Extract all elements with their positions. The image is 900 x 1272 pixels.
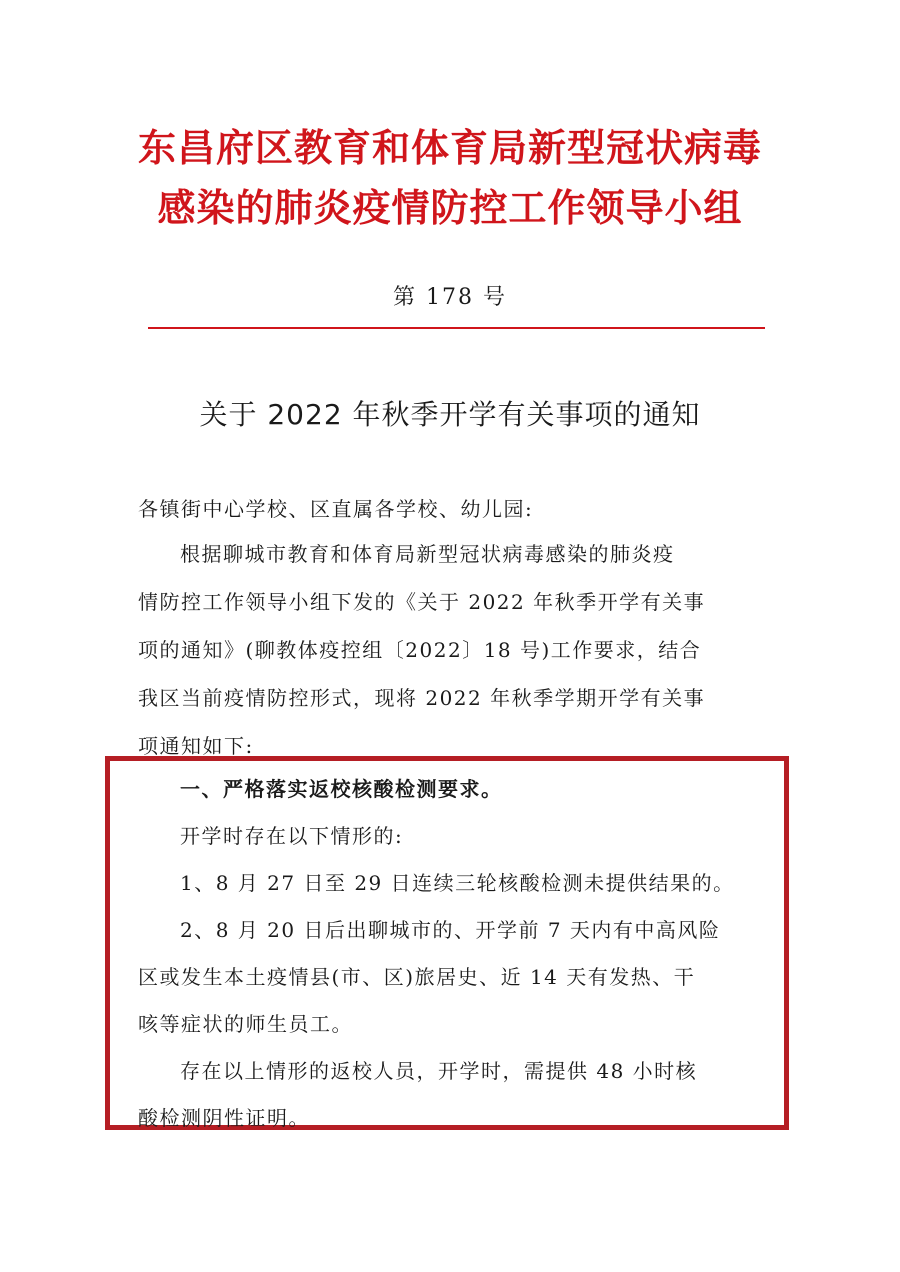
issuer-title-line-2: 感染的肺炎疫情防控工作领导小组 [157, 185, 743, 230]
section-1-item-2-line-2: 区或发生本土疫情县(市、区)旅居史、近 14 天有发热、干 [138, 965, 696, 989]
intro-line-4: 我区当前疫情防控形式，现将 2022 年秋季学期开学有关事 [138, 686, 706, 710]
section-1-item-2-line-3: 咳等症状的师生员工。 [138, 1012, 353, 1036]
section-1-requirement-line-1: 存在以上情形的返校人员，开学时，需提供 48 小时核 [180, 1059, 698, 1083]
intro-line-3: 项的通知》(聊教体疫控组〔2022〕18 号)工作要求，结合 [138, 638, 702, 662]
red-divider-line [148, 327, 765, 329]
section-1-lead: 开学时存在以下情形的: [180, 824, 404, 848]
section-1-item-2-line-1: 2、8 月 20 日后出聊城市的、开学前 7 天内有中高风险 [180, 918, 721, 942]
intro-line-1: 根据聊城市教育和体育局新型冠状病毒感染的肺炎疫 [180, 542, 675, 566]
document-number: 第 178 号 [393, 285, 507, 310]
section-1-item-1: 1、8 月 27 日至 29 日连续三轮核酸检测未提供结果的。 [180, 871, 735, 895]
recipients-line: 各镇街中心学校、区直属各学校、幼儿园: [138, 497, 534, 521]
section-1-requirement-line-2: 酸检测阴性证明。 [138, 1106, 310, 1130]
intro-line-2: 情防控工作领导小组下发的《关于 2022 年秋季开学有关事 [138, 590, 706, 614]
section-1-heading: 一、严格落实返校核酸检测要求。 [180, 777, 503, 801]
intro-line-5: 项通知如下: [138, 734, 254, 758]
issuer-title-line-1: 东昌府区教育和体育局新型冠状病毒 [137, 125, 762, 170]
notice-title: 关于 2022 年秋季开学有关事项的通知 [199, 398, 701, 431]
